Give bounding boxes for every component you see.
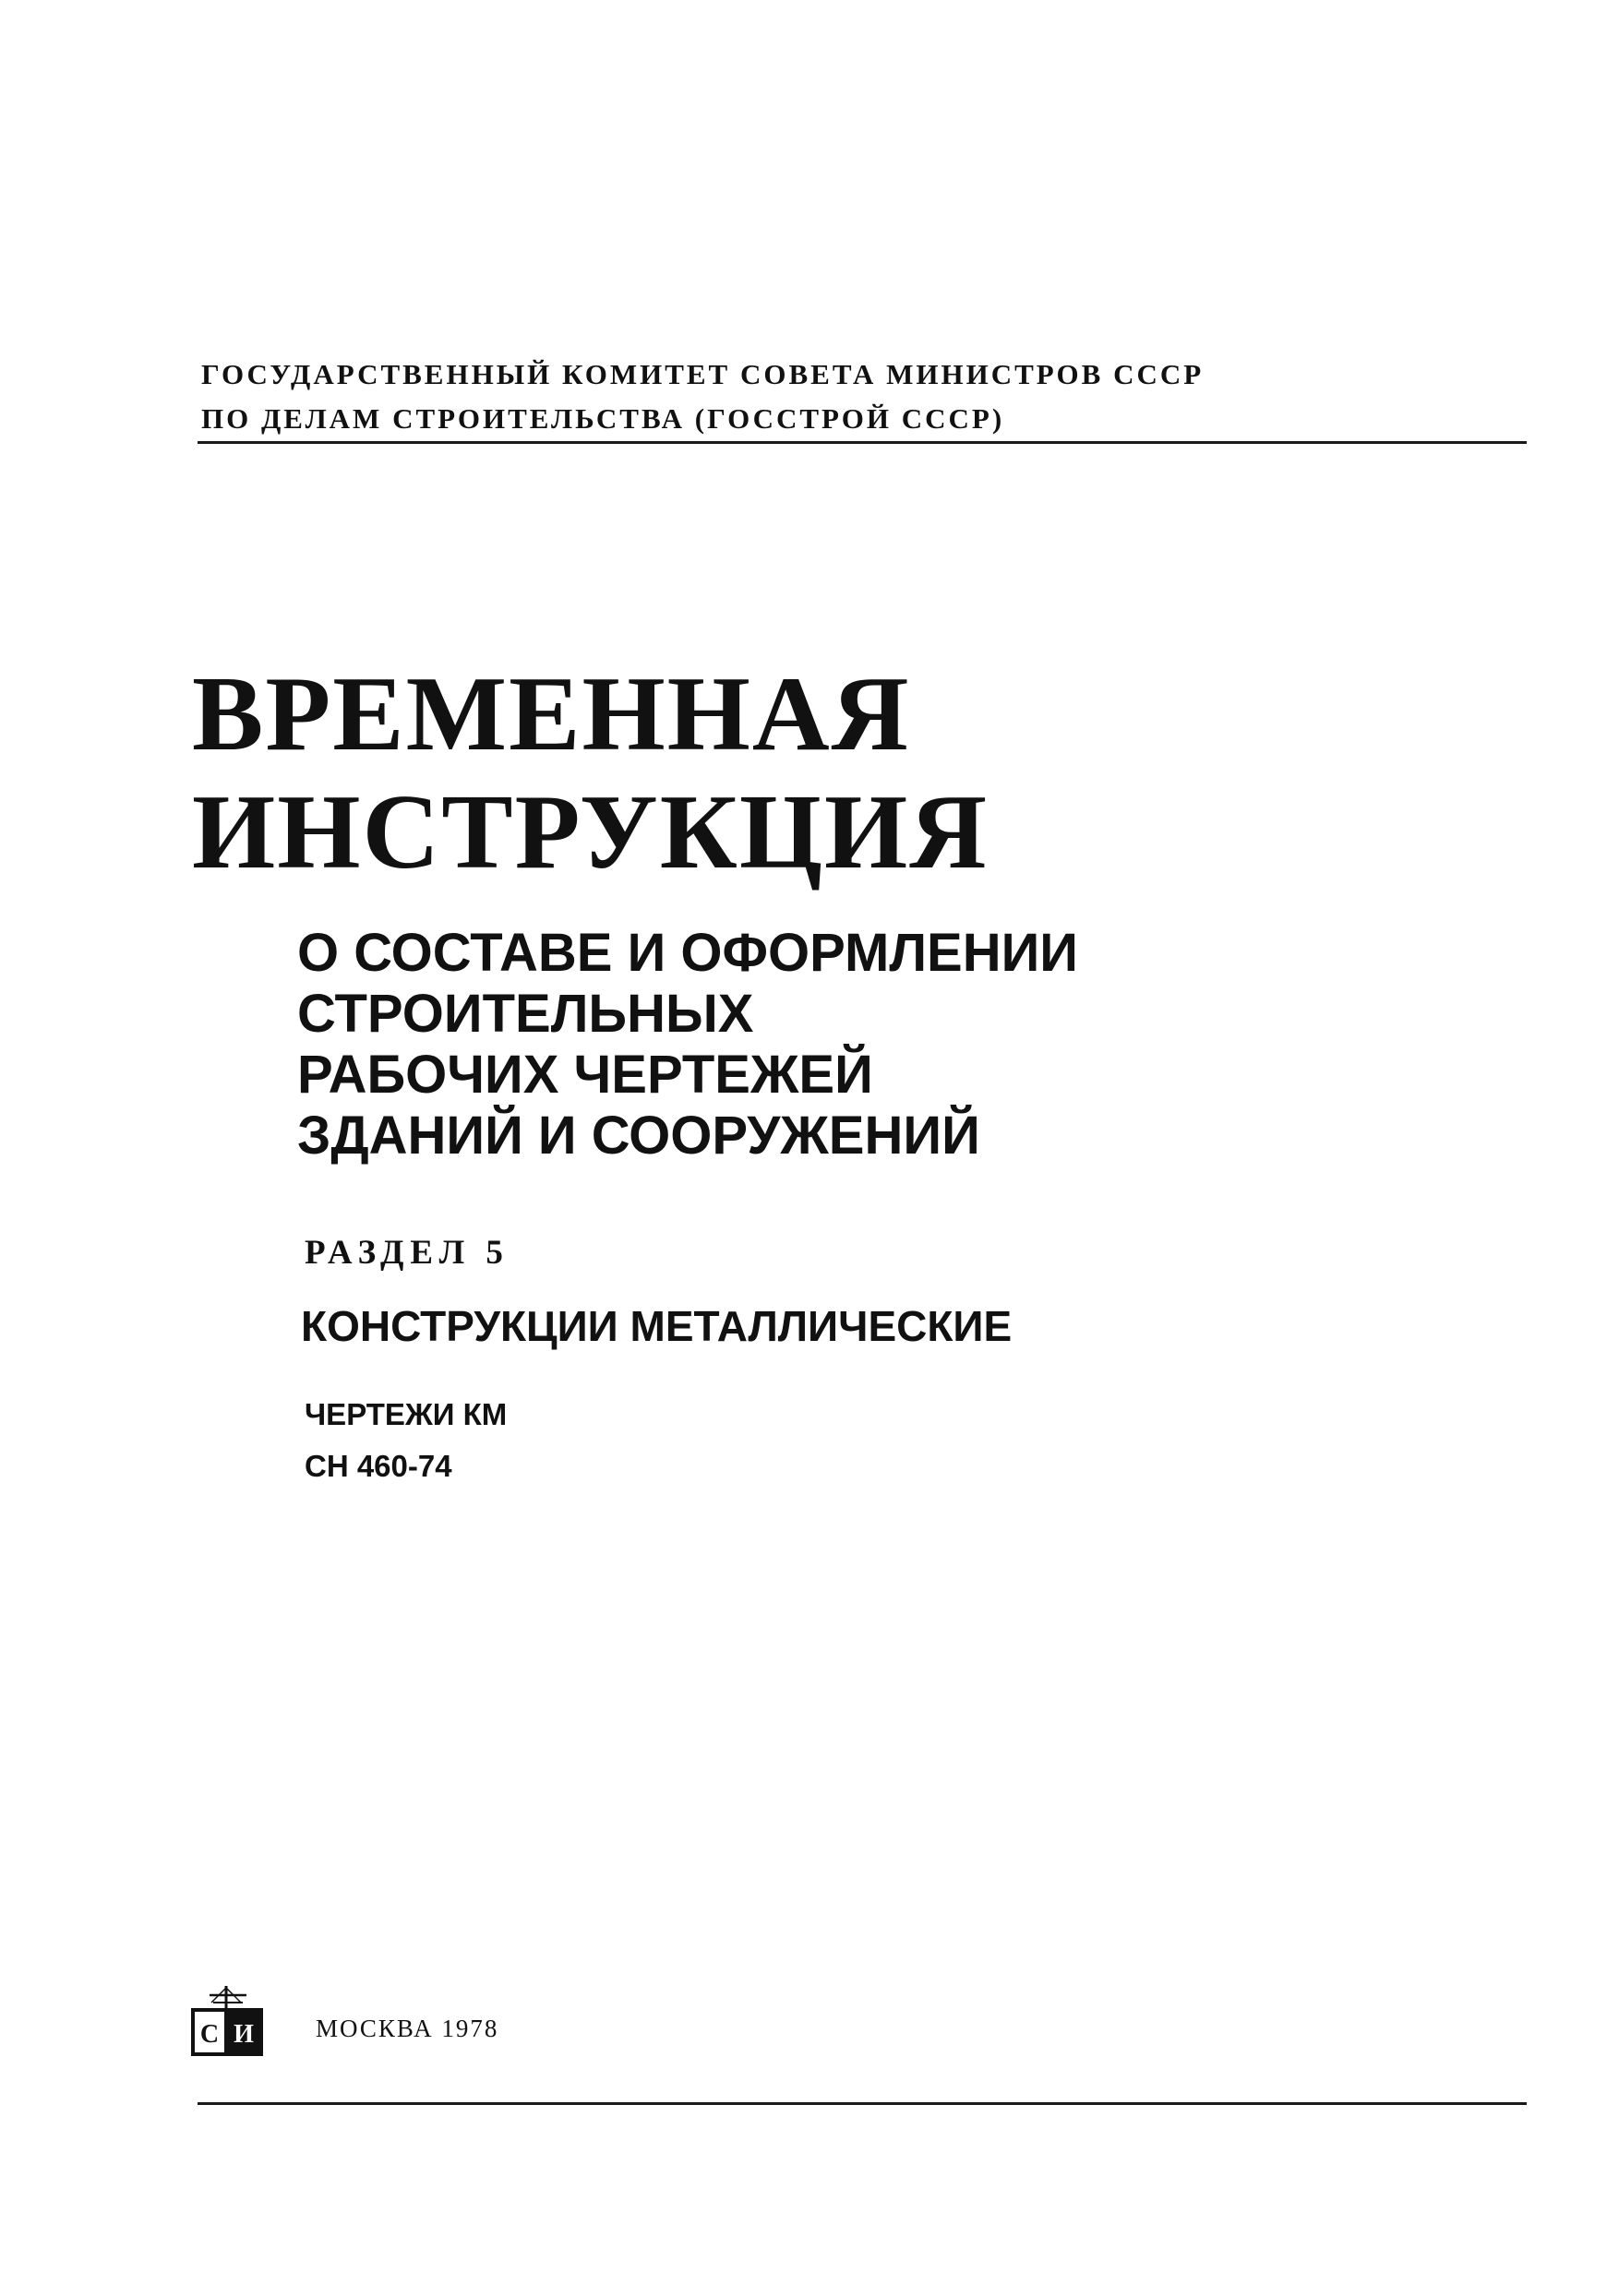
- document-title: [192, 655, 989, 891]
- ministry-header-line-2: ПО ДЕЛАМ СТРОИТЕЛЬСТВА (ГОССТРОЙ СССР): [201, 402, 1005, 435]
- logo-letter-left: С: [199, 2020, 220, 2049]
- document-subtitle: [297, 923, 1078, 1166]
- footer-divider: [198, 2102, 1527, 2105]
- standard-code: СН 460-74: [305, 1449, 452, 1483]
- document-subtitle-line-2: СТРОИТЕЛЬНЫХ: [297, 984, 754, 1044]
- logo-letter-right: И: [234, 2020, 254, 2049]
- header-divider: [198, 441, 1527, 444]
- drawings-type: ЧЕРТЕЖИ КМ: [305, 1397, 508, 1431]
- ministry-header-line-1: ГОСУДАРСТВЕННЫЙ КОМИТЕТ СОВЕТА МИНИСТРОВ СССР: [201, 358, 1205, 390]
- drawings-designation: [305, 1389, 507, 1492]
- section-name: КОНСТРУКЦИИ МЕТАЛЛИЧЕСКИЕ: [301, 1302, 1013, 1350]
- document-title-line-1: ВРЕМЕННАЯ: [192, 655, 911, 773]
- publisher-logo-icon: [189, 1984, 265, 2058]
- city-year: МОСКВА 1978: [316, 2015, 499, 2042]
- document-title-line-2: ИНСТРУКЦИЯ: [192, 773, 989, 891]
- section-label: РАЗДЕЛ 5: [305, 1234, 510, 1272]
- document-subtitle-line-1: О СОСТАВЕ И ОФОРМЛЕНИИ: [297, 923, 1078, 983]
- ministry-header: [201, 353, 1512, 441]
- document-subtitle-line-3: РАБОЧИХ ЧЕРТЕЖЕЙ: [297, 1045, 873, 1105]
- document-subtitle-line-4: ЗДАНИЙ И СООРУЖЕНИЙ: [297, 1106, 980, 1166]
